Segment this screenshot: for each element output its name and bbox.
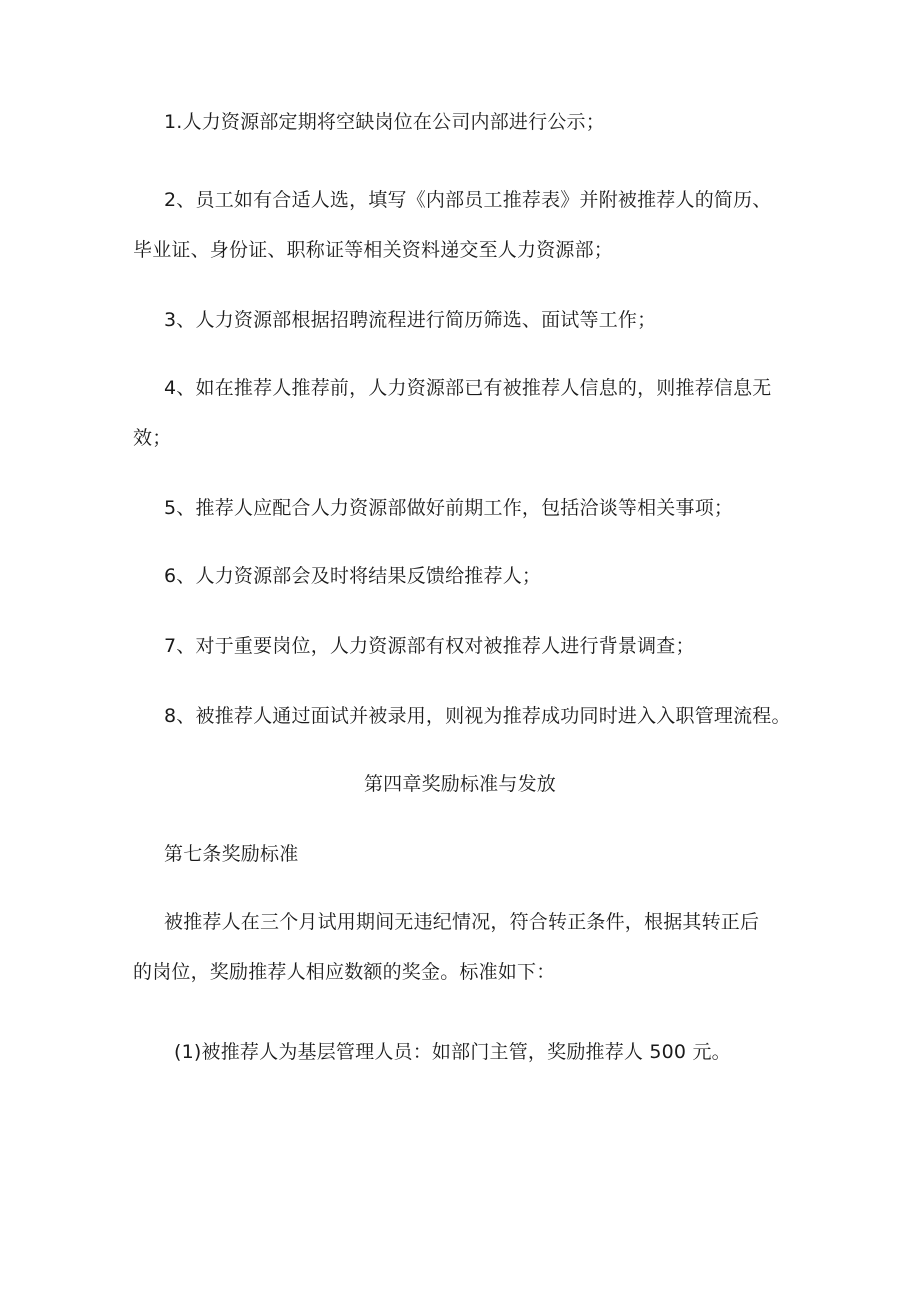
paragraph-2-line-1: 2、员工如有合适人选，填写《内部员工推荐表》并附被推荐人的简历、 bbox=[164, 189, 772, 211]
paragraph-3: 3、人力资源部根据招聘流程进行简历筛选、面试等工作； bbox=[164, 309, 657, 331]
paragraph-4-line-1: 4、如在推荐人推荐前，人力资源部已有被推荐人信息的，则推荐信息无 bbox=[164, 377, 772, 399]
paragraph-4-line-2: 效； bbox=[133, 427, 172, 449]
paragraph-1: 1.人力资源部定期将空缺岗位在公司内部进行公示； bbox=[164, 111, 605, 133]
list-item-1: (1)被推荐人为基层管理人员：如部门主管，奖励推荐人 500 元。 bbox=[174, 1041, 731, 1063]
article-heading: 第七条奖励标准 bbox=[164, 843, 299, 865]
paragraph-5: 5、推荐人应配合人力资源部做好前期工作，包括洽谈等相关事项； bbox=[164, 497, 734, 519]
paragraph-7: 7、对于重要岗位，人力资源部有权对被推荐人进行背景调查； bbox=[164, 635, 695, 657]
paragraph-8: 8、被推荐人通过面试并被录用，则视为推荐成功同时进入入职管理流程。 bbox=[164, 705, 791, 727]
paragraph-2-line-2: 毕业证、身份证、职称证等相关资料递交至人力资源部； bbox=[133, 239, 614, 261]
body-paragraph-line-1: 被推荐人在三个月试用期间无违纪情况，符合转正条件，根据其转正后 bbox=[164, 911, 760, 933]
paragraph-6: 6、人力资源部会及时将结果反馈给推荐人； bbox=[164, 565, 542, 587]
chapter-heading: 第四章奖励标准与发放 bbox=[363, 773, 556, 795]
body-paragraph-line-2: 的岗位，奖励推荐人相应数额的奖金。标准如下： bbox=[133, 961, 556, 983]
